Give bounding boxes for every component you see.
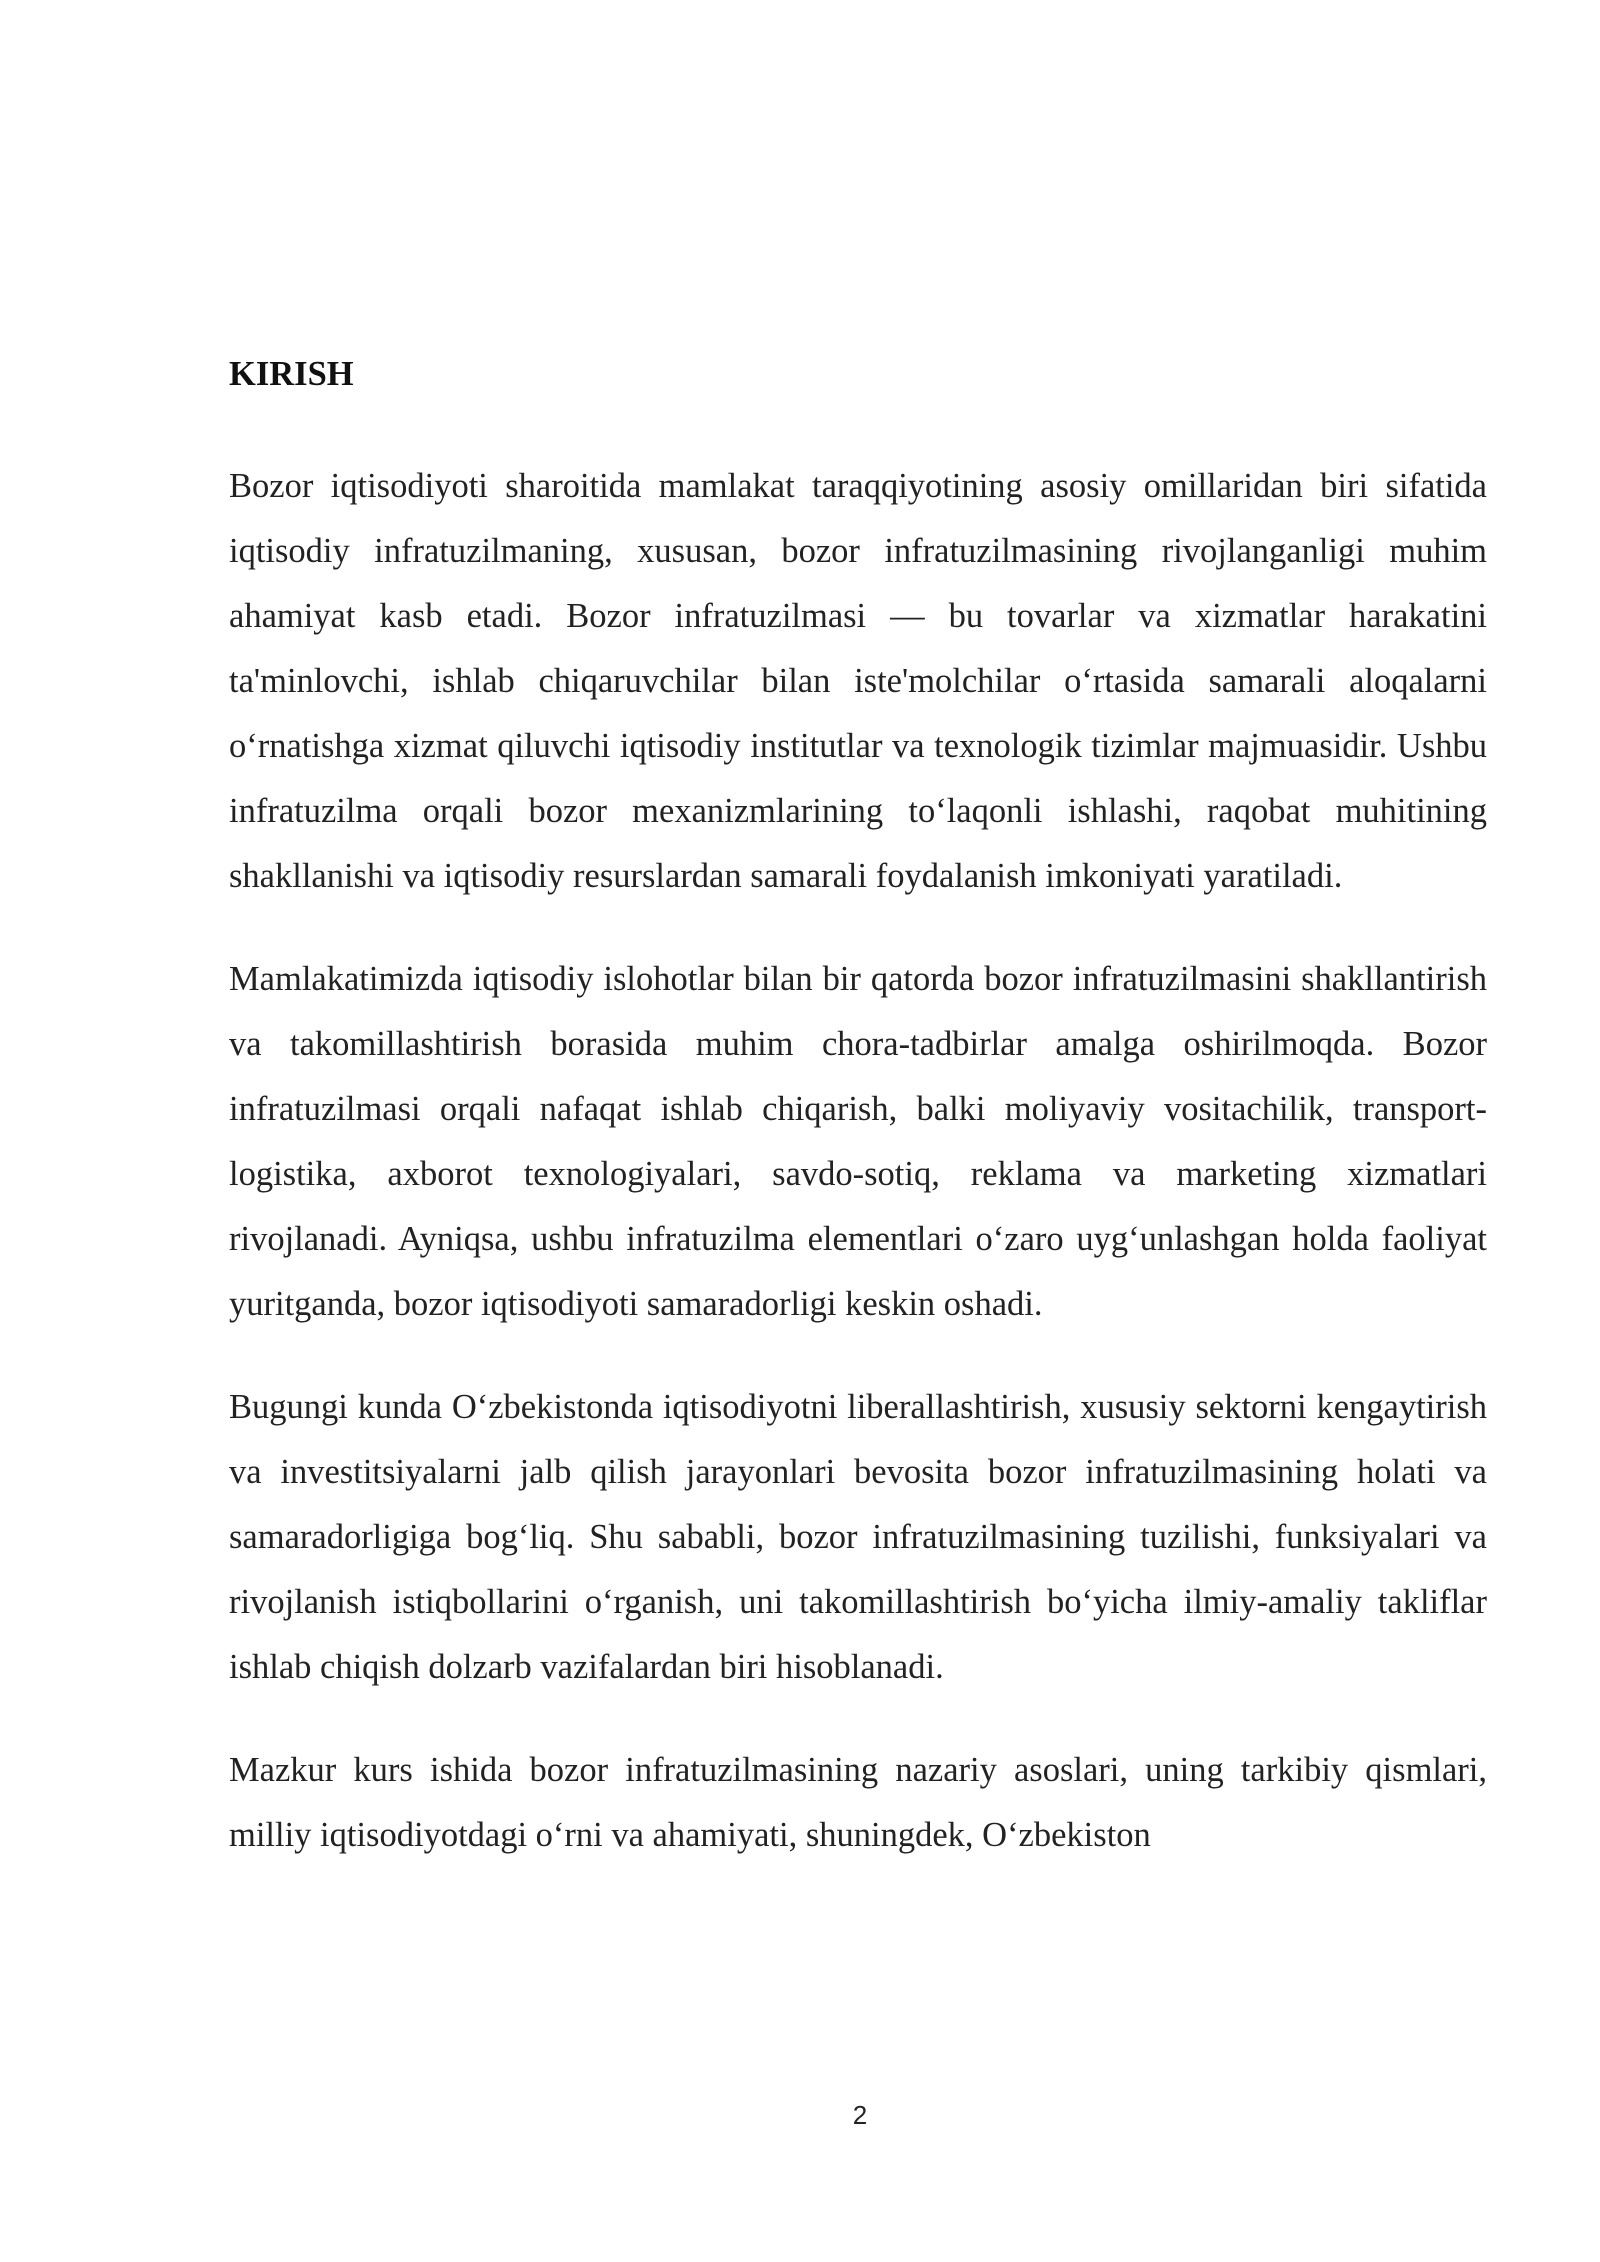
section-heading: KIRISH [229,355,354,393]
page-content [229,346,1487,1906]
paragraph-2: Mamlakatimizda iqtisodiy islohotlar bilan bir qatorda bozor infratuzilmasini shakllantirish va takomillashtirish borasida muhim chora-tadbirlar amalga oshirilmoqda. Bozor infratuzilmasi orqali nafaqat ishlab chiqarish, balki moliyaviy vositachilik, transport-logistika, axborot texnologiyalari, savdo-sotiq, reklama va marketing xizmatlari rivojlanadi. Ayniqsa, ushbu infratuzilma elementlari o‘zaro uyg‘unlashgan holda faoliyat yuritganda, bozor iqtisodiyoti samaradorligi keskin oshadi. [229,960,1487,1323]
paragraph-4: Mazkur kurs ishida bozor infratuzilmasining nazariy asoslari, uning tarkibiy qismlari, milliy iqtisodiyotdagi o‘rni va ahamiyati, shuningdek, O‘zbekiston [229,1751,1487,1854]
paragraph-1: Bozor iqtisodiyoti sharoitida mamlakat taraqqiyotining asosiy omillaridan biri sifatida iqtisodiy infratuzilmaning, xususan, bozor infratuzilmasining rivojlanganligi muhim ahamiyat kasb etadi. Bozor infratuzilmasi — bu tovarlar va xizmatlar harakatini ta'minlovchi, ishlab chiqaruvchilar bilan iste'molchilar o‘rtasida samarali aloqalarni o‘rnatishga xizmat qiluvchi iqtisodiy institutlar va texnologik tizimlar majmuasidir. Ushbu infratuzilma orqali bozor mexanizmlarining to‘laqonli ishlashi, raqobat muhitining shakllanishi va iqtisodiy resurslardan samarali foydalanish imkoniyati yaratiladi. [229,467,1487,895]
paragraph-3: Bugungi kunda O‘zbekistonda iqtisodiyotni liberallashtirish, xususiy sektorni kengaytirish va investitsiyalarni jalb qilish jarayonlari bevosita bozor infratuzilmasining holati va samaradorligiga bog‘liq. Shu sababli, bozor infratuzilmasining tuzilishi, funksiyalari va rivojlanish istiqbollarini o‘rganish, uni takomillashtirish bo‘yicha ilmiy-amaliy takliflar ishlab chiqish dolzarb vazifalardan biri hisoblanadi. [229,1388,1487,1686]
page-number: 2 [852,2100,868,2130]
